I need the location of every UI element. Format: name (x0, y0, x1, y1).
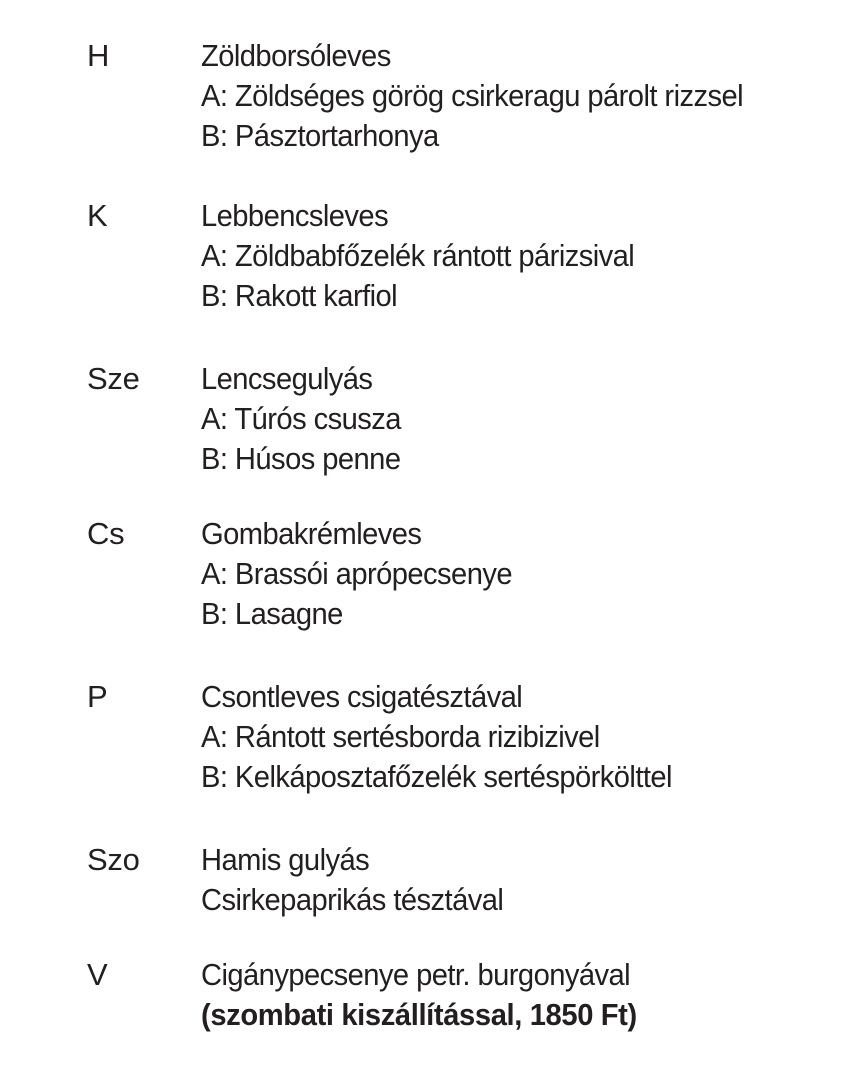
main-option-a: A: Zöldbabfőzelék rántott párizsival (201, 238, 635, 273)
main-dish: Cigánypecsenye petr. burgonyával (201, 957, 631, 992)
dish-list (201, 955, 846, 1035)
day-code: V (87, 957, 108, 992)
soup: Lebbencsleves (201, 198, 389, 233)
soup: Zöldborsóleves (201, 38, 391, 73)
day-code: P (87, 679, 108, 714)
soup: Gombakrémleves (201, 516, 422, 551)
dish-list (201, 677, 846, 797)
dish-list (201, 514, 846, 634)
main-option-a: A: Túrós csusza (201, 401, 401, 436)
main-option-a: A: Brassói aprópecsenye (201, 556, 512, 591)
soup: Lencsegulyás (201, 361, 373, 396)
main-option-b: B: Pásztortarhonya (201, 118, 439, 153)
day-code: Szo (87, 842, 140, 877)
day-code: H (87, 38, 110, 73)
soup: Hamis gulyás (201, 842, 370, 877)
main-option-b: B: Lasagne (201, 596, 343, 631)
main-option-b: B: Húsos penne (201, 441, 401, 476)
main-dish: Csirkepaprikás tésztával (201, 882, 504, 917)
dish-list (201, 359, 846, 479)
main-option-a: A: Rántott sertésborda rizibizivel (201, 719, 600, 754)
main-option-b: B: Rakott karfiol (201, 278, 398, 313)
delivery-price-note: (szombati kiszállítással, 1850 Ft) (201, 997, 637, 1032)
main-option-b: B: Kelkáposztafőzelék sertéspörkölttel (201, 759, 672, 794)
day-code: K (87, 198, 108, 233)
dish-list (201, 840, 846, 920)
dish-list (201, 196, 846, 316)
main-option-a: A: Zöldséges görög csirkeragu párolt rizzsel (201, 78, 744, 113)
day-code: Cs (87, 516, 125, 551)
dish-list (201, 36, 846, 156)
soup: Csontleves csigatésztával (201, 679, 523, 714)
day-code: Sze (87, 361, 140, 396)
